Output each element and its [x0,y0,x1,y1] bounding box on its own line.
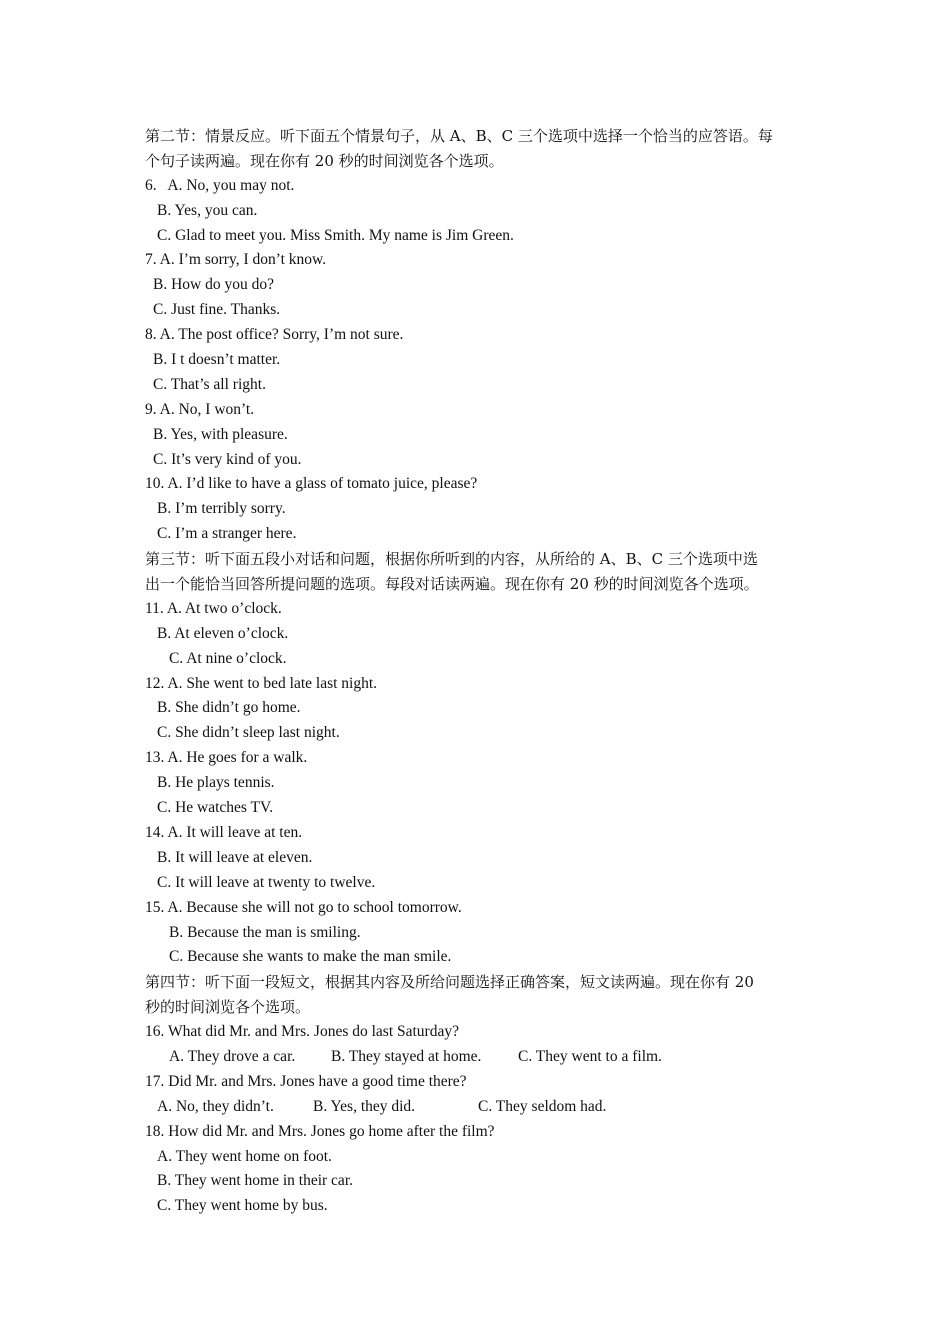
q10-option-c: C. I’m a stranger here. [157,525,297,543]
q16-option-c: C. They went to a film. [518,1047,662,1065]
q13-option-a: 13. A. He goes for a walk. [145,749,308,767]
q9-option-c: C. It’s very kind of you. [153,450,302,468]
section2-heading-line2: 个句子读两遍。现在你有 20 秒的时间浏览各个选项。 [145,151,504,170]
q10-option-a: 10. A. I’d like to have a glass of tomato juice, please? [145,475,478,493]
q18-option-c: C. They went home by bus. [157,1197,328,1215]
q7-option-a: 7. A. I’m sorry, I don’t know. [145,251,327,269]
section3-heading-line2: 出一个能恰当回答所提问题的选项。每段对话读两遍。现在你有 20 秒的时间浏览各个选项。 [145,575,759,594]
q14-option-b: B. It will leave at eleven. [157,848,313,866]
q9-option-b: B. Yes, with pleasure. [153,425,288,443]
document-body [145,124,815,1219]
q15-option-a: 15. A. Because she will not go to school tomorrow. [145,898,462,916]
q15-option-c: C. Because she wants to make the man smile. [169,948,452,966]
q14-option-a: 14. A. It will leave at ten. [145,823,303,841]
q7-option-c: C. Just fine. Thanks. [153,301,281,319]
q17-option-c: C. They seldom had. [478,1097,607,1115]
q8-option-c: C. That’s all right. [153,375,266,393]
q8-option-b: B. I t doesn’t matter. [153,351,281,369]
q16-question: 16. What did Mr. and Mrs. Jones do last Saturday? [145,1023,459,1041]
section4-heading-line1: 第四节：听下面一段短文，根据其内容及所给问题选择正确答案，短文读两遍。现在你有 20 [145,973,754,992]
q9-option-a: 9. A. No, I won’t. [145,400,255,418]
q11-option-a: 11. A. At two o’clock. [145,599,282,617]
q11-option-b: B. At eleven o’clock. [157,624,289,642]
q10-option-b: B. I’m terribly sorry. [157,500,286,518]
q16-option-a: A. They drove a car. [169,1047,296,1065]
q8-option-a: 8. A. The post office? Sorry, I’m not sure. [145,326,404,344]
q11-option-c: C. At nine o’clock. [169,649,287,667]
q18-question: 18. How did Mr. and Mrs. Jones go home after the film? [145,1122,495,1140]
q12-option-a: 12. A. She went to bed late last night. [145,674,378,692]
q17-option-b: B. Yes, they did. [313,1097,416,1115]
q13-option-c: C. He watches TV. [157,799,274,817]
q14-option-c: C. It will leave at twenty to twelve. [157,873,376,891]
q16-options [145,1045,815,1070]
section3-heading-line1: 第三节：听下面五段小对话和问题，根据你所听到的内容，从所给的 A、B、C 三个选项中选 [145,550,758,569]
q7-option-b: B. How do you do? [153,276,274,294]
q13-option-b: B. He plays tennis. [157,774,275,792]
q12-option-c: C. She didn’t sleep last night. [157,724,340,742]
q6-option-b: B. Yes, you can. [157,201,258,219]
q18-option-b: B. They went home in their car. [157,1172,353,1190]
q17-options [145,1095,815,1120]
section2-heading-line1: 第二节：情景反应。听下面五个情景句子，从 A、B、C 三个选项中选择一个恰当的应答语。每 [145,127,773,145]
q12-option-b: B. She didn’t go home. [157,699,301,717]
section4-heading-line2: 秒的时间浏览各个选项。 [145,998,311,1017]
q16-option-b: B. They stayed at home. [331,1047,482,1065]
q6-option-a: 6. A. No, you may not. [145,176,295,194]
q18-option-a: A. They went home on foot. [157,1147,332,1165]
q17-option-a: A. No, they didn’t. [157,1097,274,1115]
q15-option-b: B. Because the man is smiling. [169,923,361,941]
q17-question: 17. Did Mr. and Mrs. Jones have a good time there? [145,1072,467,1090]
q6-option-c: C. Glad to meet you. Miss Smith. My name is Jim Green. [157,226,514,244]
